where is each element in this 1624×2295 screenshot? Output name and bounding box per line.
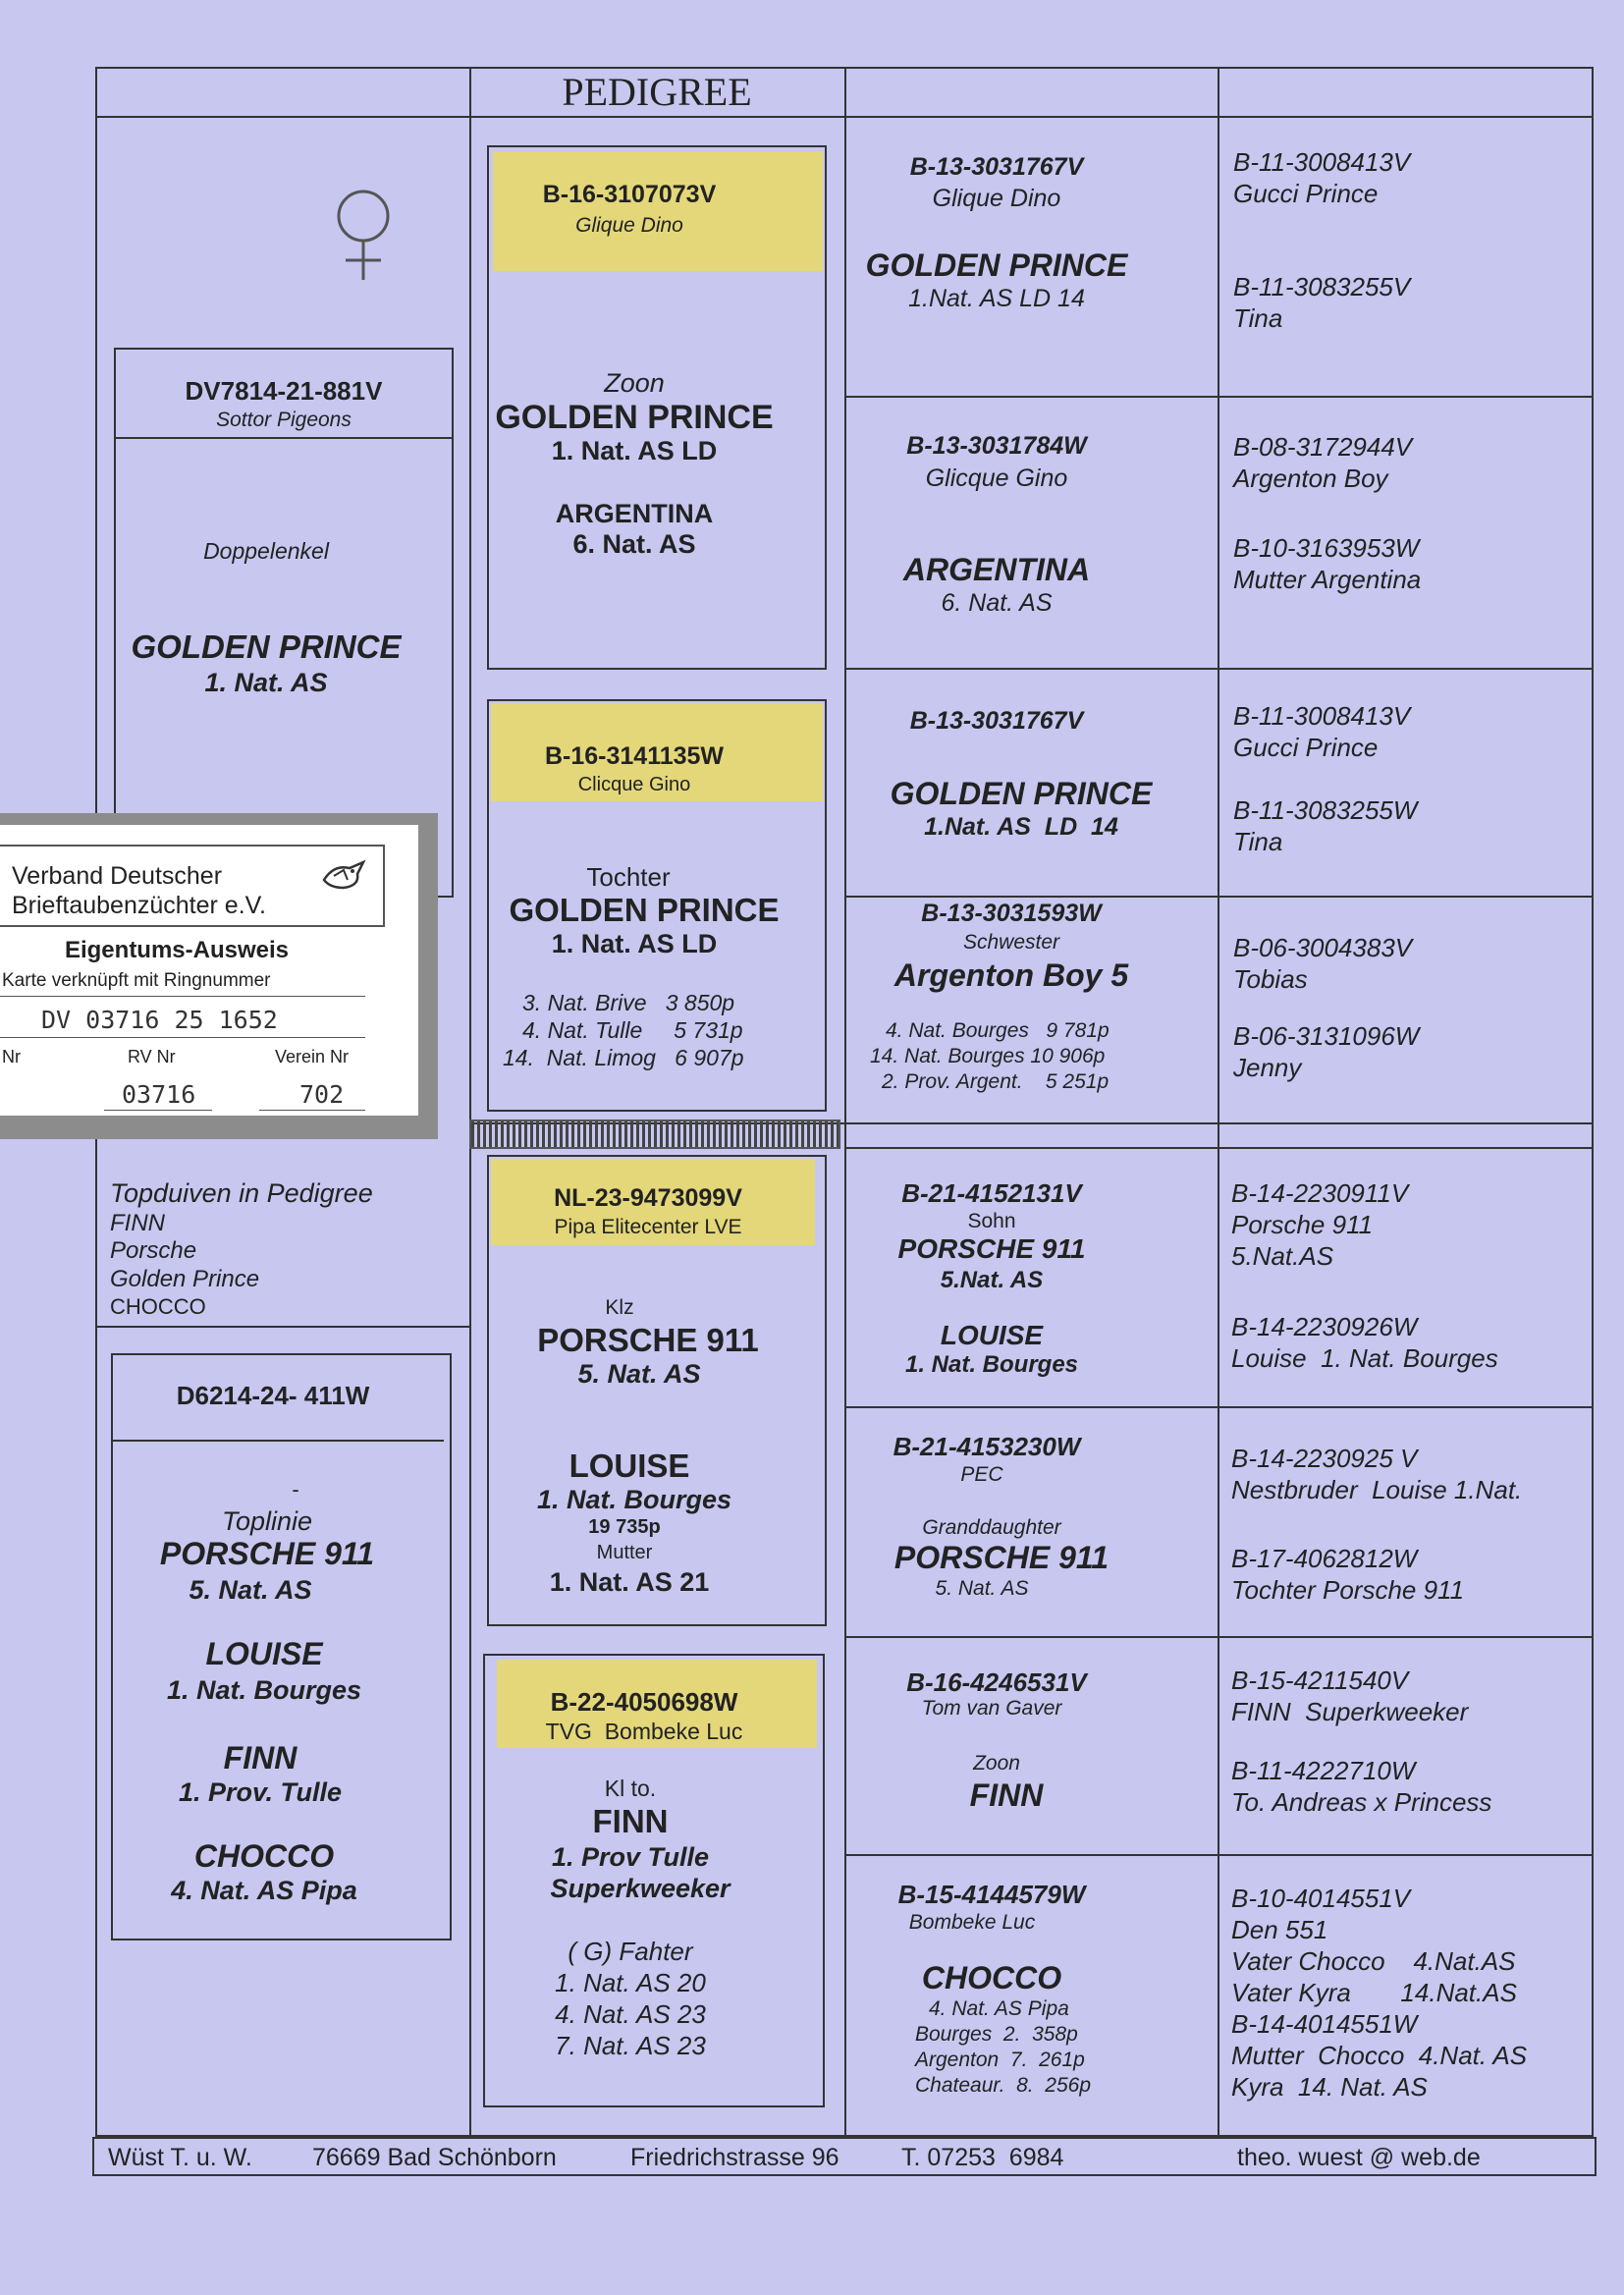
ff2-subname: Sohn: [967, 1210, 1016, 1232]
father2-points: 19 735p: [588, 1516, 661, 1538]
mother2-relation: Kl to.: [604, 1776, 657, 1801]
gg5-a-name: Porsche 911: [1231, 1210, 1374, 1239]
mf2-ring: B-16-4246531V: [906, 1667, 1087, 1697]
gg5-b-ring: B-14-2230926W: [1231, 1312, 1418, 1341]
pigeon2-ring: D6214-24- 411W: [176, 1381, 370, 1410]
pigeon2-dash: -: [292, 1477, 299, 1502]
card-line: [104, 1110, 212, 1111]
father-ring: B-16-3107073V: [542, 181, 717, 208]
pigeon2-result1: 5. Nat. AS: [189, 1575, 312, 1605]
ff2-name2: LOUISE: [940, 1320, 1044, 1350]
gg7-b-name: To. Andreas x Princess: [1231, 1787, 1492, 1817]
pigeon-ring: DV7814-21-881V: [185, 376, 383, 406]
gg7-a-name: FINN Superkweeker: [1231, 1697, 1469, 1726]
mm-subname: Schwester: [962, 931, 1060, 954]
card-col-verein: Verein Nr: [275, 1047, 350, 1066]
left-divider: [95, 1326, 469, 1328]
gg2-a-name: Argenton Boy: [1233, 464, 1388, 493]
column-divider-3: [1218, 67, 1219, 2137]
fm2-result: 5. Nat. AS: [935, 1577, 1029, 1600]
card-org-line2: Brieftaubenzüchter e.V.: [12, 892, 266, 919]
gg1-a-ring: B-11-3008413V: [1233, 147, 1411, 177]
mf2-name: FINN: [969, 1777, 1044, 1813]
dotted-separator: [469, 1120, 840, 1149]
ff-result: 1.Nat. AS LD 14: [908, 285, 1085, 312]
gg3-a-name: Gucci Prince: [1233, 733, 1379, 762]
mother-subname: Clicque Gino: [577, 774, 691, 795]
father2-subname: Pipa Elitecenter LVE: [554, 1216, 742, 1238]
pigeon-result: 1. Nat. AS: [204, 668, 328, 697]
gg7-a-ring: B-15-4211540V: [1231, 1666, 1409, 1695]
topduiven-item: Golden Prince: [110, 1266, 260, 1292]
gg2-a-ring: B-08-3172944V: [1233, 432, 1413, 462]
fm2-relation: Granddaughter: [922, 1516, 1061, 1539]
ff2-name: PORSCHE 911: [897, 1233, 1086, 1264]
gg6-b-ring: B-17-4062812W: [1231, 1544, 1418, 1573]
mm-race-1: 4. Nat. Bourges 9 781p: [886, 1019, 1110, 1042]
pigeon2-name1: PORSCHE 911: [159, 1536, 375, 1571]
pigeon2-name4: CHOCCO: [193, 1838, 335, 1874]
mm2-ring: B-15-4144579W: [897, 1880, 1086, 1909]
mother2-result1: 1. Prov Tulle: [551, 1842, 710, 1872]
gg7-b-ring: B-11-4222710W: [1231, 1756, 1416, 1785]
gg6-a-ring: B-14-2230925 V: [1231, 1444, 1418, 1473]
gg5-b-name: Louise 1. Nat. Bourges: [1231, 1343, 1498, 1373]
father-ring-highlight: [493, 151, 823, 271]
mf2-subname: Tom van Gaver: [921, 1697, 1062, 1720]
gg8-line: Vater Kyra 14.Nat.AS: [1231, 1978, 1517, 2007]
gg5-a-ring: B-14-2230911V: [1231, 1178, 1409, 1208]
pigeon2-line: Toplinie: [221, 1506, 313, 1536]
row-line: [844, 896, 1594, 898]
card-subtitle: Karte verknüpft mit Ringnummer: [2, 970, 271, 991]
mm2-race-2: Bourges 2. 358p: [915, 2023, 1078, 2046]
father2-relation2: Mutter: [596, 1542, 653, 1563]
gg5-a-result: 5.Nat.AS: [1231, 1241, 1334, 1271]
gg2-b-name: Mutter Argentina: [1233, 565, 1422, 594]
card-col-nr: Nr: [2, 1047, 21, 1066]
mm2-subname: Bombeke Luc: [908, 1911, 1036, 1934]
gg8-line: Den 551: [1231, 1915, 1328, 1944]
mother2-ring: B-22-4050698W: [550, 1687, 738, 1717]
mm-name: Argenton Boy 5: [893, 957, 1129, 993]
fm2-subname: PEC: [960, 1463, 1003, 1486]
pigeon2-result2: 1. Nat. Bourges: [166, 1675, 362, 1705]
card-line: [259, 1110, 365, 1111]
mm-race-3: 2. Prov. Argent. 5 251p: [882, 1070, 1110, 1093]
father2-relation: Klz: [605, 1296, 634, 1319]
gg1-a-name: Gucci Prince: [1233, 179, 1379, 208]
fm-name: ARGENTINA: [902, 552, 1091, 587]
gg4-b-ring: B-06-3131096W: [1233, 1021, 1420, 1051]
page-title: PEDIGREE: [562, 70, 752, 114]
ff-subname: Glique Dino: [932, 185, 1061, 212]
mf-result: 1.Nat. AS LD 14: [924, 813, 1118, 841]
mother2-subname: TVG Bombeke Luc: [545, 1719, 743, 1744]
card-ring: DV 03716 25 1652: [41, 1006, 278, 1034]
mm2-race-4: Chateaur. 8. 256p: [915, 2074, 1092, 2097]
gg1-b-ring: B-11-3083255V: [1233, 272, 1411, 301]
father2-result2: 1. Nat. Bourges: [536, 1485, 732, 1514]
gg8-line: Kyra 14. Nat. AS: [1231, 2072, 1428, 2102]
fm-subname: Glicque Gino: [925, 464, 1068, 492]
gg4-a-name: Tobias: [1233, 964, 1308, 994]
mm2-race-3: Argenton 7. 261p: [915, 2049, 1085, 2071]
gg4-a-ring: B-06-3004383V: [1233, 933, 1413, 962]
mm2-name: CHOCCO: [921, 1960, 1062, 1995]
gg4-b-name: Jenny: [1233, 1053, 1302, 1082]
footer-name: Wüst T. u. W.: [108, 2144, 252, 2171]
card-line: [0, 1037, 365, 1038]
mother-race-3: 14. Nat. Limog 6 907p: [503, 1045, 744, 1070]
card-rv-value: 03716: [122, 1080, 196, 1109]
pigeon-name: GOLDEN PRINCE: [131, 628, 402, 665]
mf2-relation: Zoon: [973, 1752, 1020, 1775]
footer-street: Friedrichstrasse 96: [630, 2144, 839, 2171]
ff-ring: B-13-3031767V: [909, 153, 1084, 181]
mother2-result2: Superkweeker: [550, 1874, 731, 1903]
mother-name: GOLDEN PRINCE: [509, 892, 780, 928]
topduiven-title: Topduiven in Pedigree: [110, 1178, 373, 1208]
footer-phone: T. 07253 6984: [901, 2144, 1064, 2171]
card-org-line1: Verband Deutscher: [12, 862, 223, 890]
father-name: GOLDEN PRINCE: [495, 399, 774, 436]
mother-race-1: 3. Nat. Brive 3 850p: [522, 990, 735, 1015]
father2-name: PORSCHE 911: [537, 1322, 759, 1358]
pigeon2-result3: 1. Prov. Tulle: [178, 1777, 343, 1807]
pigeon2-name3: FINN: [223, 1740, 298, 1776]
card-line: [0, 996, 365, 997]
gg6-b-name: Tochter Porsche 911: [1231, 1575, 1465, 1605]
mother-race-2: 4. Nat. Tulle 5 731p: [522, 1017, 743, 1043]
father-name2: ARGENTINA: [555, 499, 714, 528]
father2-ring: NL-23-9473099V: [554, 1184, 742, 1212]
pigeon2-name2: LOUISE: [205, 1636, 323, 1671]
row-line: [844, 1636, 1594, 1638]
pigeon-logo-icon: [320, 856, 367, 901]
fm2-name: PORSCHE 911: [893, 1540, 1110, 1575]
column-divider-1: [469, 67, 471, 2137]
pigeon2-box-divider: [113, 1440, 444, 1442]
gg1-b-name: Tina: [1233, 303, 1283, 333]
mother2-name: FINN: [592, 1803, 669, 1839]
mother2-race-3: 7. Nat. AS 23: [555, 2031, 706, 2060]
mother2-race-2: 4. Nat. AS 23: [555, 1999, 706, 2029]
topduiven-item: Porsche: [110, 1237, 197, 1264]
father-relation: Zoon: [604, 368, 665, 398]
card-title: Eigentums-Ausweis: [64, 937, 290, 963]
mm2-race-1: 4. Nat. AS Pipa: [929, 1997, 1069, 2020]
mother2-relation2: ( G) Fahter: [568, 1937, 693, 1966]
row-line: [844, 1854, 1594, 1856]
mm-ring: B-13-3031593W: [921, 900, 1102, 927]
pigeon2-result4: 4. Nat. AS Pipa: [171, 1876, 357, 1905]
row-line: [844, 668, 1594, 670]
ff2-result: 5.Nat. AS: [940, 1267, 1044, 1293]
gg8-line: B-10-4014551V: [1231, 1884, 1411, 1913]
father2-name2: LOUISE: [568, 1448, 690, 1484]
father2-result: 5. Nat. AS: [577, 1359, 701, 1389]
pigeon-box-divider: [116, 437, 452, 439]
card-col-rv: RV Nr: [128, 1047, 176, 1066]
gg3-a-ring: B-11-3008413V: [1233, 701, 1411, 731]
pigeon-note: Doppelenkel: [203, 538, 329, 564]
female-icon: [324, 182, 403, 295]
ff2-result2: 1. Nat. Bourges: [904, 1351, 1079, 1378]
row-line: [844, 1147, 1594, 1149]
card-verein-value: 702: [299, 1080, 345, 1109]
gg3-b-name: Tina: [1233, 827, 1283, 856]
gg6-a-name: Nestbruder Louise 1.Nat.: [1231, 1475, 1523, 1504]
gg3-b-ring: B-11-3083255W: [1233, 795, 1418, 825]
fm2-ring: B-21-4153230W: [893, 1432, 1081, 1461]
mother-result: 1. Nat. AS LD: [551, 929, 718, 958]
topduiven-item: CHOCCO: [110, 1294, 206, 1319]
gg8-line: B-14-4014551W: [1231, 2009, 1418, 2039]
mother-relation: Tochter: [586, 862, 671, 892]
footer-city: 76669 Bad Schönborn: [312, 2144, 557, 2171]
ff-name: GOLDEN PRINCE: [865, 247, 1128, 283]
pigeon-breeder: Sottor Pigeons: [216, 409, 352, 431]
column-divider-2: [844, 67, 846, 2137]
mf-name: GOLDEN PRINCE: [890, 776, 1153, 811]
father-subname: Glique Dino: [575, 214, 683, 237]
father-result: 1. Nat. AS LD: [551, 436, 718, 465]
gg8-line: Vater Chocco 4.Nat.AS: [1231, 1946, 1516, 1976]
topduiven-item: FINN: [110, 1210, 165, 1236]
mm-race-2: 14. Nat. Bourges 10 906p: [870, 1045, 1106, 1067]
footer-email[interactable]: theo. wuest @ web.de: [1237, 2144, 1481, 2171]
mother2-race-1: 1. Nat. AS 20: [555, 1968, 706, 1997]
row-line: [844, 396, 1594, 398]
fm-result: 6. Nat. AS: [941, 589, 1053, 617]
fm-ring: B-13-3031784W: [906, 432, 1087, 460]
row-line: [844, 1406, 1594, 1408]
mother-ring: B-16-3141135W: [544, 742, 725, 770]
father2-result3: 1. Nat. AS 21: [549, 1567, 710, 1597]
gg2-b-ring: B-10-3163953W: [1233, 533, 1420, 563]
ff2-ring: B-21-4152131V: [901, 1178, 1082, 1208]
father-result2: 6. Nat. AS: [572, 529, 696, 559]
mf-ring: B-13-3031767V: [909, 707, 1084, 735]
gg8-line: Mutter Chocco 4.Nat. AS: [1231, 2041, 1528, 2070]
